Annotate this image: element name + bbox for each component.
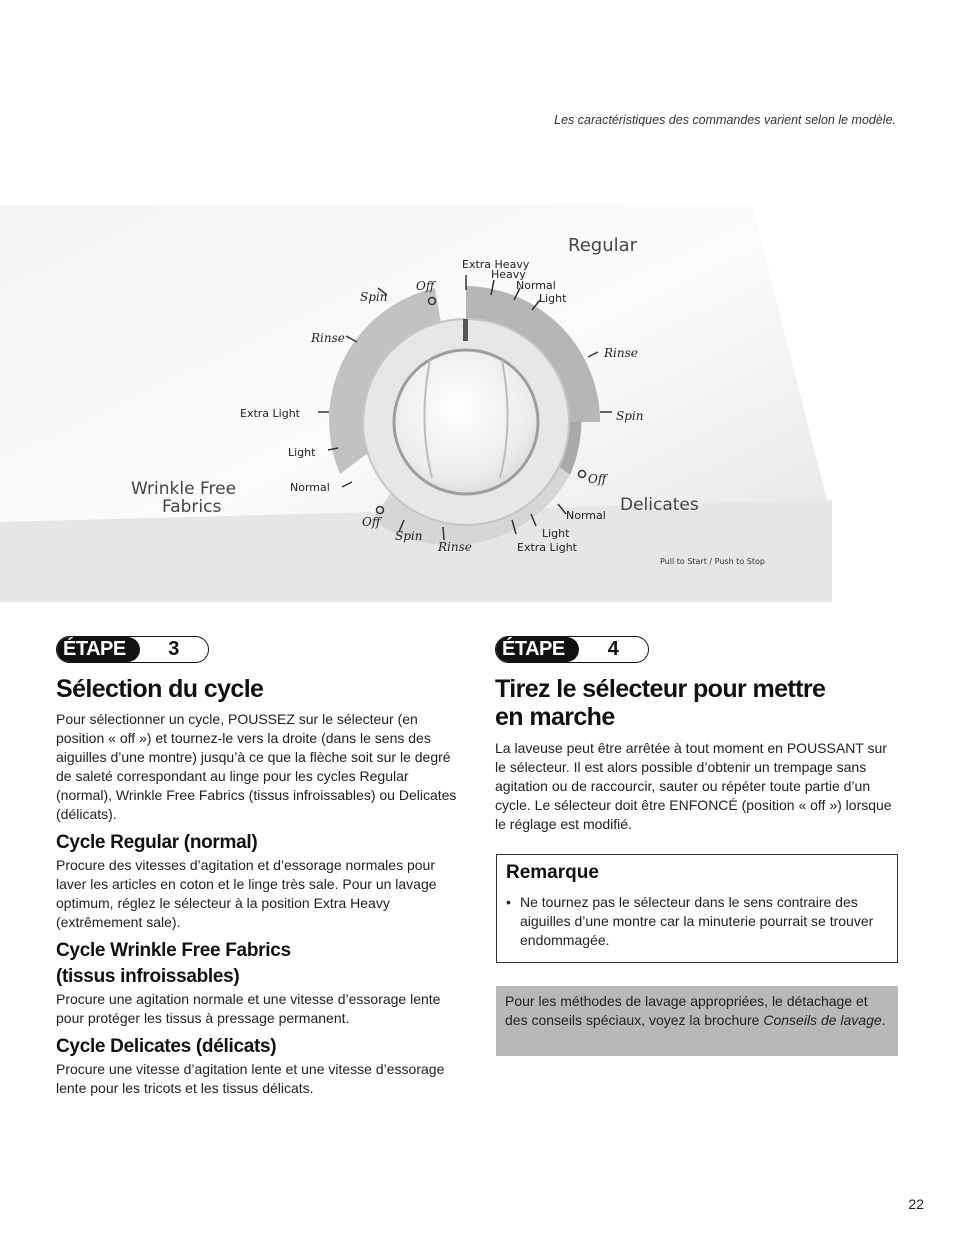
- step4-badge-word: ÉTAPE: [496, 637, 579, 662]
- step3-badge-number: 3: [168, 638, 180, 660]
- dial-pointer-arrow: [463, 319, 468, 341]
- mark-delicates-extra-light: Extra Light: [517, 541, 577, 554]
- mark-delicates-normal: Normal: [566, 509, 606, 522]
- tip-box: [496, 986, 898, 1056]
- tip-text: [505, 992, 890, 1030]
- wrinkle-section-label-2: Fabrics: [162, 497, 222, 517]
- step4-content: [495, 675, 898, 834]
- note-bullet: [506, 893, 887, 950]
- tip-text-main: Pour les méthodes de lavage appropriées, le détachage et des conseils spéciaux, voyez la brochure: [505, 993, 868, 1028]
- mark-regular-normal: Normal: [516, 279, 556, 292]
- step4-badge-number: 4: [607, 638, 619, 660]
- wrinkle-section-label-1: Wrinkle Free: [131, 479, 237, 499]
- mark-extra-heavy: Extra Heavy: [462, 258, 530, 271]
- wrinkle-cycle-heading-2: (tissus infroissables): [56, 966, 240, 987]
- pull-push-label: Pull to Start / Push to Stop: [660, 557, 765, 566]
- mark-wrinkle-off: Off: [416, 279, 435, 293]
- mark-delicates-light: Light: [542, 527, 570, 540]
- mark-delicates-spin: Spin: [395, 529, 423, 543]
- mark-wrinkle-spin: Spin: [360, 290, 388, 304]
- page-number: 22: [908, 1196, 924, 1212]
- step4-title-line-2: en marche: [495, 703, 615, 731]
- note-box: [496, 854, 898, 963]
- delicates-cycle-text: Procure une vitesse d’agitation lente et une vitesse d’essorage lente pour les tricots et les tissus délicats.: [56, 1061, 445, 1096]
- control-panel-illustration: [0, 200, 832, 602]
- step4-title-line-1: Tirez le sélecteur pour mettre: [495, 675, 826, 703]
- mark-delicates-off: Off: [362, 515, 381, 529]
- step4-badge: [495, 636, 649, 663]
- regular-cycle-heading: Cycle Regular (normal): [56, 832, 258, 853]
- note-title: Remarque: [506, 862, 599, 883]
- regular-cycle-text: Procure des vitesses d’agitation et d’essorage normales pour laver les articles en coton et le linge très sale. Pour un lavage optimum, réglez le sélecteur à la position Extra Heavy (extrêmement sale).: [56, 857, 437, 930]
- mark-regular-rinse: Rinse: [604, 346, 638, 360]
- mark-regular-light: Light: [539, 292, 567, 305]
- tip-text-end: .: [881, 1012, 886, 1028]
- mark-regular-off: Off: [588, 472, 607, 486]
- step3-title: Sélection du cycle: [56, 675, 264, 703]
- wrinkle-cycle-heading-1: Cycle Wrinkle Free Fabrics: [56, 940, 291, 961]
- mark-regular-spin: Spin: [616, 409, 644, 423]
- delicates-section-label: Delicates: [620, 495, 699, 515]
- delicates-cycle-heading: Cycle Delicates (délicats): [56, 1036, 277, 1057]
- mark-wrinkle-extra-light: Extra Light: [240, 407, 300, 420]
- note-bullet-text: Ne tournez pas le sélecteur dans le sens contraire des aiguilles d’une montre car la minuterie pourrait se trouver endommagée.: [520, 894, 874, 948]
- mark-wrinkle-normal: Normal: [290, 481, 330, 494]
- mark-delicates-rinse: Rinse: [438, 540, 472, 554]
- step3-badge-word: ÉTAPE: [57, 637, 140, 662]
- regular-section-label: Regular: [568, 235, 638, 256]
- mark-wrinkle-rinse: Rinse: [311, 331, 345, 345]
- cycle-selector-knob[interactable]: [394, 350, 538, 494]
- wrinkle-cycle-text: Procure une agitation normale et une vitesse d’essorage lente pour protéger les tissus à pressage permanent.: [56, 991, 441, 1026]
- tip-text-italic: Conseils de lavage: [763, 1012, 882, 1028]
- step3-intro: Pour sélectionner un cycle, POUSSEZ sur le sélecteur (en position « off ») et tournez-le vers la droite (dans le sens des aiguilles d’une montre) jusqu’à ce que la flèche soit sur le degré de saleté correspondant au linge pour les cycles Regular (normal), Wrinkle Free Fabrics (tissus infroissables) ou Delicates (délicats).: [56, 711, 457, 822]
- mark-heavy: Heavy: [491, 268, 526, 281]
- step4-text: La laveuse peut être arrêtée à tout moment en POUSSANT sur le sélecteur. Il est alors possible d’obtenir un trempage sans agitation ou de raccourcir, sauter ou répéter toute partie d’un cycle. Le sélecteur doit être ENFONCÉ (position « off ») lorsque le réglage est modifié.: [495, 740, 892, 832]
- step3-badge: [56, 636, 209, 663]
- models-caption: Les caractéristiques des commandes varient selon le modèle.: [554, 113, 896, 127]
- bullet-icon: •: [506, 894, 511, 910]
- mark-wrinkle-light: Light: [288, 446, 316, 459]
- step3-content: [56, 675, 460, 1098]
